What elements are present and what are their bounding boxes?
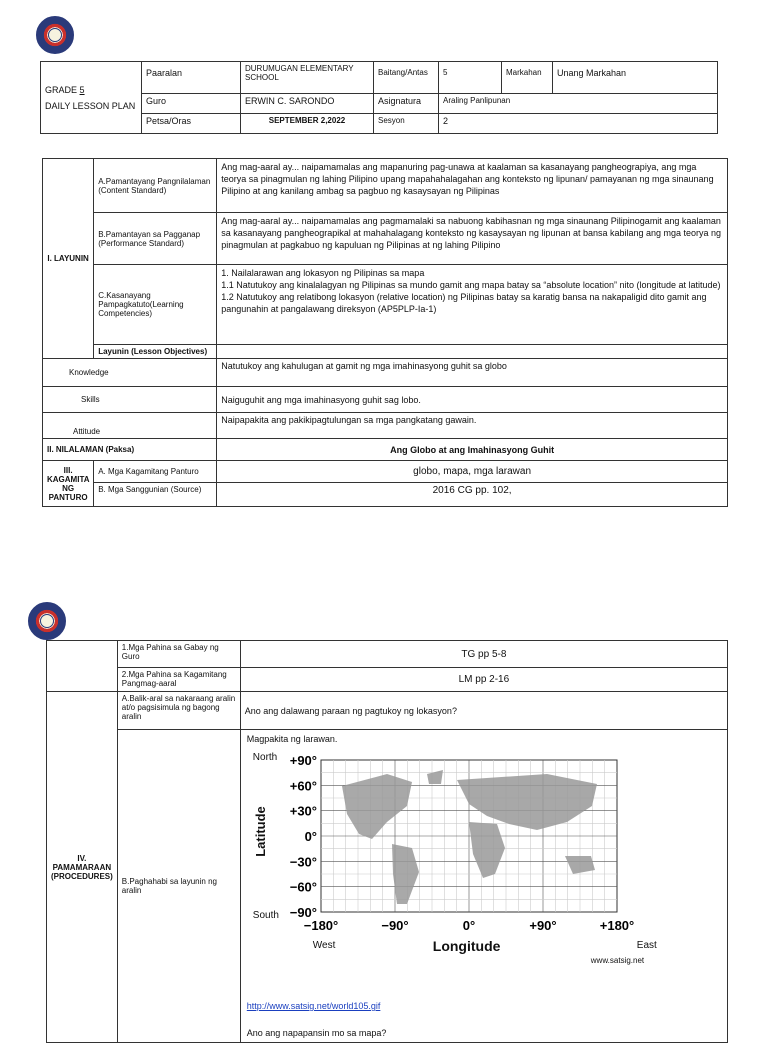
lat-tick-label: 0° (304, 829, 317, 844)
latitude-label: Latitude (252, 806, 268, 857)
knowledge-text: Natutukoy ang kahulugan at gamit ng mga imahinasyong guhit sa globo (217, 359, 728, 387)
perf-std-label: B.Pamantayan sa Pagganap (Performance Standard) (94, 213, 217, 265)
gabay-value: TG pp 5-8 (240, 641, 727, 668)
lat-tick-label: −30° (289, 854, 317, 870)
kagamitan-label: III. KAGAMITA NG PANTURO (43, 461, 94, 507)
lon-tick-label: +90° (529, 918, 557, 933)
guro-value: ERWIN C. SARONDO (241, 94, 374, 114)
asignatura-label: Asignatura (374, 94, 439, 114)
north-label: North (252, 752, 278, 763)
layunin-label: I. LAYUNIN (43, 159, 94, 359)
map-credit: www.satsig.net (590, 956, 645, 965)
petsa-value: SEPTEMBER 2,2022 (241, 114, 374, 134)
baitang-value: 5 (439, 62, 502, 94)
map-question: Ano ang napapansin mo sa mapa? (246, 1028, 387, 1038)
header-table (40, 61, 718, 134)
competency-label: C.Kasanayang Pampagkatuto(Learning Competencies) (94, 265, 217, 345)
skills-text: Naiguguhit ang mga imahinasyong guhit sag lobo. (217, 387, 728, 413)
petsa-label: Petsa/Oras (142, 114, 241, 134)
nilalaman-value: Ang Globo at ang Imahinasyong Guhit (217, 439, 728, 461)
kagamitan-a-label: A. Mga Kagamitang Panturo (94, 461, 217, 483)
grade-cell: GRADE 5 DAILY LESSON PLAN (41, 62, 142, 134)
paaralan-label: Paaralan (142, 62, 241, 94)
paghahabi-content (240, 730, 727, 1043)
longitude-label: Longitude (432, 938, 501, 954)
content-std-text: Ang mag-aaral ay... naipamamalas ang mapanuring pag-unawa at kaalaman sa kasanayang pangheograpiya, ang mga teorya sa pinagmulan ng lahing Pilipino upang mapahahalagahan ang konteksto ng lipunan/ pamayanan ng mga sinaunang Pilipino at ang kanilang ambag sa pagbuo ng kasaysayan ng Pilipinas (217, 159, 728, 213)
markahan-value: Unang Markahan (553, 62, 718, 94)
paaralan-value: DURUMUGAN ELEMENTARY SCHOOL (241, 62, 374, 94)
objectives-label: Layunin (Lesson Objectives) (94, 345, 217, 359)
lat-tick-label: +90° (289, 753, 317, 768)
lon-tick-label: 0° (462, 918, 475, 933)
lesson-table-2 (46, 640, 728, 1043)
lon-tick-label: −90° (381, 918, 409, 933)
kagamitang-label: 2.Mga Pahina sa Kagamitang Pangmag-aaral (117, 668, 240, 692)
balik-label: A.Balik-aral sa nakaraang aralin at/o pagsisimula ng bagong aralin (117, 692, 240, 730)
west-label: West (312, 940, 336, 951)
attitude-text: Naipapakita ang pakikipagtulungan sa mga pangkatang gawain. (217, 413, 728, 439)
paghahabi-label: B.Paghahabi sa layunin ng aralin (117, 730, 240, 1043)
content-std-label: A.Pamantayang Pangnilalaman (Content Standard) (94, 159, 217, 213)
markahan-label: Markahan (502, 62, 553, 94)
perf-std-text: Ang mag-aaral ay... naipamamalas ang pagmamalaki sa nabuong kabihasnan ng mga sinaunang Pilipinogamit ang kaalaman sa kasanayang pangheograpikal at mahahalagang konteksto ng kasaysayan ng lipunan at bansa kabilang ang mga teorya ng pinagmulan at pagkabuo ng kapuluan ng Pilipinas at ng lahing Pilipino (217, 213, 728, 265)
kagamitan-a-value: globo, mapa, mga larawan (217, 461, 728, 483)
lesson-table-1 (42, 158, 728, 507)
magpakita-text: Magpakita ng larawan. (246, 734, 338, 744)
south-label: South (252, 910, 279, 921)
lat-tick-label: −90° (289, 905, 317, 920)
pamamaraan-label: IV. PAMAMARAAN (PROCEDURES) (47, 692, 118, 1043)
blank-cell (47, 641, 118, 692)
deped-seal-icon (28, 602, 66, 640)
asignatura-value: Araling Panlipunan (439, 94, 718, 114)
kagamitang-value: LM pp 2-16 (240, 668, 727, 692)
baitang-label: Baitang/Antas (374, 62, 439, 94)
gabay-label: 1.Mga Pahina sa Gabay ng Guro (117, 641, 240, 668)
kagamitan-b-value: 2016 CG pp. 102, (217, 483, 728, 507)
deped-seal-icon (36, 16, 74, 54)
lat-tick-label: +60° (289, 778, 317, 794)
balik-text: Ano ang dalawang paraan ng pagtukoy ng lokasyon? (240, 692, 727, 730)
lon-tick-label: +180° (599, 918, 635, 933)
kagamitan-b-label: B. Mga Sanggunian (Source) (94, 483, 217, 507)
guro-label: Guro (142, 94, 241, 114)
lon-tick-label: −180° (303, 918, 339, 933)
east-label: East (636, 940, 657, 951)
sesyon-label: Sesyon (374, 114, 439, 134)
knowledge-label: Knowledge (43, 359, 217, 387)
skills-label: Skills (43, 387, 217, 413)
attitude-label: Attitude (43, 413, 217, 439)
competency-text: 1. Nailalarawan ang lokasyon ng Pilipinas sa mapa 1.1 Natutukoy ang kinalalagyan ng Pilipinas sa mundo gamit ang mapa batay sa “absolute location” nito (longitude at latitude) 1.2 Natutukoy ang relatibong lokasyon (relative location) ng Pilipinas batay sa karatig bansa na nakapaligid dito gamit ang pangunahin at pangalawang direksyon (AP5PLP-Ia-1) (217, 265, 728, 345)
lat-tick-label: +30° (289, 803, 317, 819)
map-source-link[interactable]: http://www.satsig.net/world105.gif (246, 1001, 381, 1011)
lat-tick-label: −60° (289, 879, 317, 895)
world-map-figure (247, 744, 677, 994)
sesyon-value: 2 (439, 114, 718, 134)
nilalaman-label: II. NILALAMAN (Paksa) (43, 439, 217, 461)
